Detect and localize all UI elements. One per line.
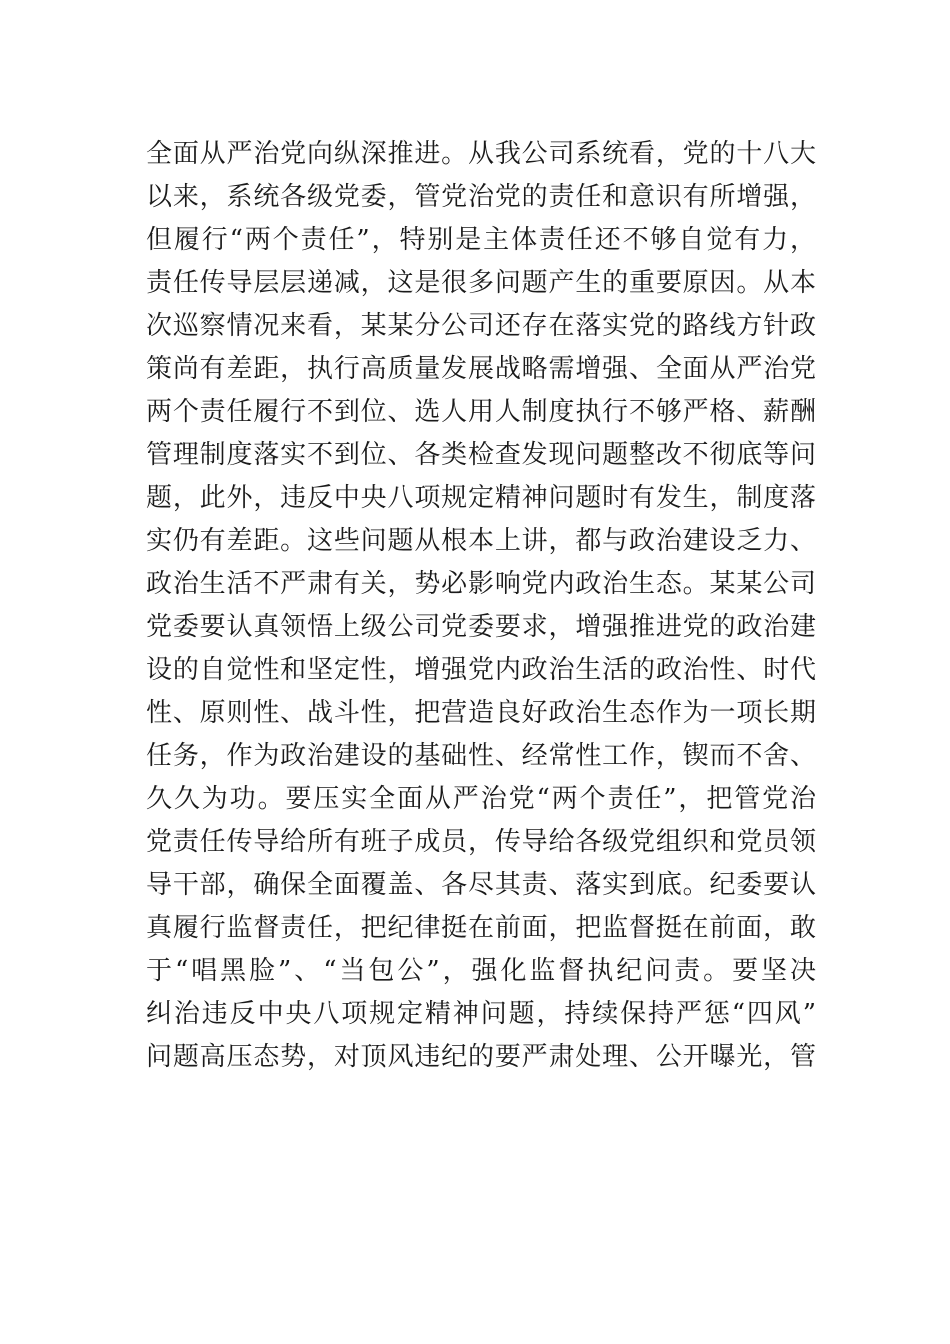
text-line: 策尚有差距，执行高质量发展战略需增强、全面从严治党: [146, 354, 816, 384]
text-line: 设的自觉性和坚定性，增强党内政治生活的政治性、时代: [146, 655, 816, 685]
text-line: 以来，系统各级党委，管党治党的责任和意识有所增强，: [146, 182, 816, 212]
text-line: 题，此外，违反中央八项规定精神问题时有发生，制度落: [146, 483, 816, 513]
text-line: 问题高压态势，对顶风违纪的要严肃处理、公开曝光，管: [146, 1042, 816, 1072]
text-line: 管理制度落实不到位、各类检查发现问题整改不彻底等问: [146, 440, 816, 470]
text-line: 全面从严治党向纵深推进。从我公司系统看，党的十八大: [146, 139, 816, 169]
text-line: 性、原则性、战斗性，把营造良好政治生态作为一项长期: [146, 698, 816, 728]
text-line: 任务，作为政治建设的基础性、经常性工作，锲而不舍、: [146, 741, 816, 771]
text-line: 纠治违反中央八项规定精神问题，持续保持严惩“四风”: [146, 999, 816, 1029]
body-paragraph: [146, 133, 816, 1079]
text-line: 于“唱黑脸”、“当包公”，强化监督执纪问责。要坚决: [146, 956, 816, 986]
text-line: 党委要认真领悟上级公司党委要求，增强推进党的政治建: [146, 612, 816, 642]
text-line: 久久为功。要压实全面从严治党“两个责任”，把管党治: [146, 784, 816, 814]
text-line: 导干部，确保全面覆盖、各尽其责、落实到底。纪委要认: [146, 870, 816, 900]
text-line: 党责任传导给所有班子成员，传导给各级党组织和党员领: [146, 827, 816, 857]
text-line: 真履行监督责任，把纪律挺在前面，把监督挺在前面，敢: [146, 913, 816, 943]
text-line: 次巡察情况来看，某某分公司还存在落实党的路线方针政: [146, 311, 816, 341]
text-line: 两个责任履行不到位、选人用人制度执行不够严格、薪酬: [146, 397, 816, 427]
text-line: 但履行“两个责任”，特别是主体责任还不够自觉有力，: [146, 225, 816, 255]
text-line: 实仍有差距。这些问题从根本上讲，都与政治建设乏力、: [146, 526, 816, 556]
text-line: 责任传导层层递减，这是很多问题产生的重要原因。从本: [146, 268, 816, 298]
text-line: 政治生活不严肃有关，势必影响党内政治生态。某某公司: [146, 569, 816, 599]
